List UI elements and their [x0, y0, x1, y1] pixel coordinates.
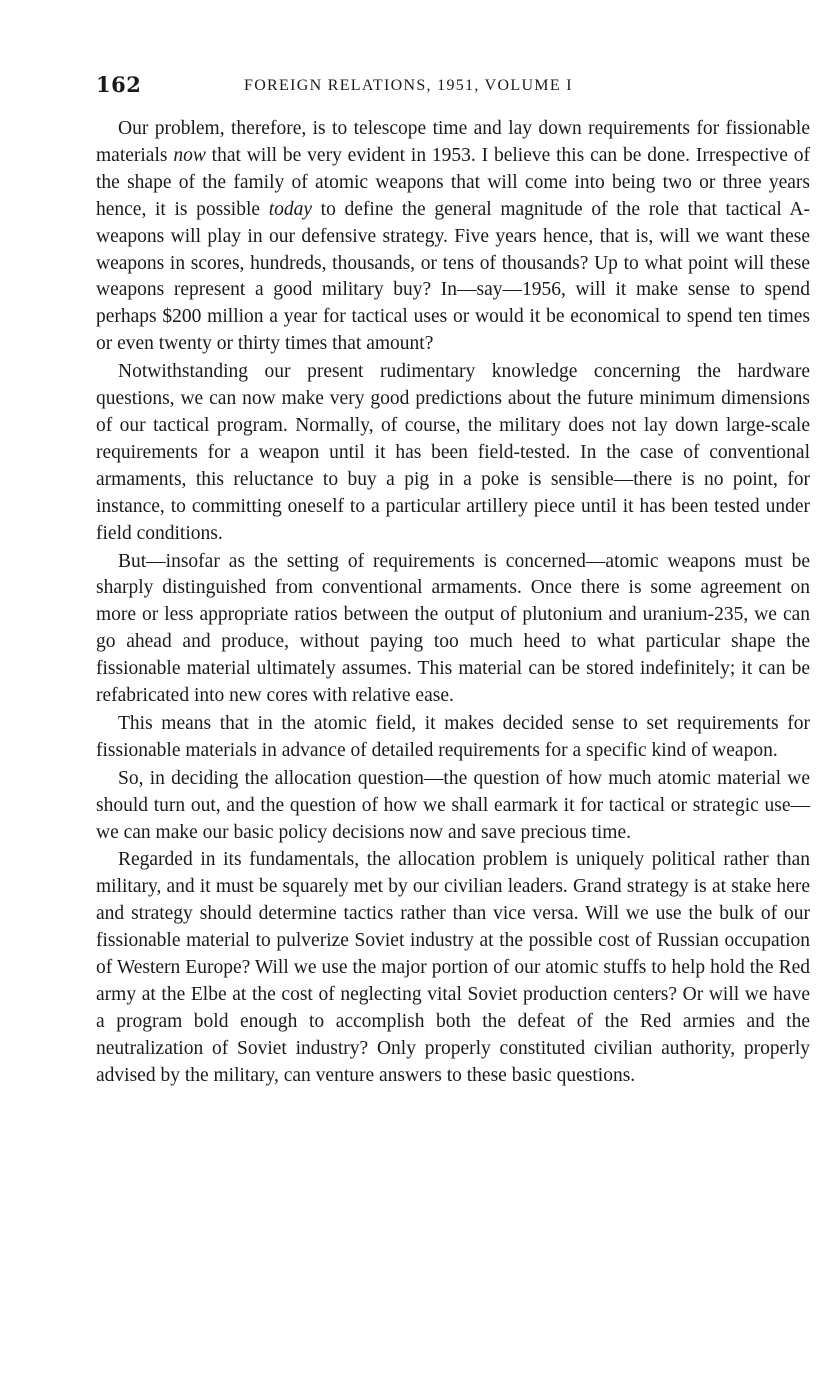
paragraph — [96, 847, 810, 1089]
paragraph-text: So, in deciding the allocation question—the question of how much atomic material we should turn out, and the question of how we shall earmark it for tactical or strategic use—we can make our basic policy decisions now and save precious time. — [96, 767, 810, 843]
italic-text: now — [173, 144, 206, 166]
paragraph — [96, 359, 810, 547]
paragraph — [96, 711, 810, 765]
paragraph-text: Our problem, therefore, is to telescope time and lay down requirements for fissionable materials — [96, 118, 810, 166]
paragraph-text: Regarded in its fundamentals, the allocation problem is uniquely political rather than military, and it must be squarely met by our civilian leaders. Grand strategy is at stake here and strategy should determine tactics rather than vice versa. Will we use the bulk of our fissionable material to pulverize Soviet industry at the possible cost of Russian occupation of Western Europe? Will we use the major portion of our atomic stuffs to help hold the Red army at the Elbe at the cost of neglecting vital Soviet production centers? Or will we have a program bold enough to accomplish both the defeat of the Red armies and the neutralization of Soviet industry? Only properly constituted civilian authority, properly advised by the military, can venture answers to these basic questions. — [96, 849, 810, 1086]
page-header — [96, 72, 806, 102]
paragraph-text: that will be very evident in 1953. I believe this can be done. Irrespective of the shape of the family of atomic weapons that will come into being two or three years hence, it is possible — [96, 144, 810, 220]
paragraph-text: Notwithstanding our present rudimentary knowledge concerning the hardware questions, we can now make very good predictions about the future minimum dimensions of our tactical program. Normally, of course, the military does not lay down large-scale requirements for a weapon until it has been field-tested. In the case of conventional armaments, this reluctance to buy a pig in a poke is sensible—there is no point, for instance, to committing oneself to a particular artillery piece until it has been tested under field conditions. — [96, 361, 810, 544]
paragraph — [96, 766, 810, 847]
paragraph — [96, 549, 810, 710]
page-number: 162 — [96, 72, 142, 97]
italic-text: today — [268, 198, 313, 220]
paragraph-text: to define the general magnitude of the role that tactical A-weapons will play in our defensive strategy. Five years hence, that is, will we want these weapons in scores, hundreds, thousands, or tens of thousands? Up to what point will these weapons represent a good military buy? In—say—1956, will it make sense to spend perhaps $200 million a year for tactical uses or would it be economical to spend ten times or even twenty or thirty times that amount? — [96, 198, 810, 355]
paragraph — [96, 116, 810, 358]
body-text — [96, 116, 810, 1090]
paragraph-text: But—insofar as the setting of requirements is concerned—atomic weapons must be sharply distinguished from conventional armaments. Once there is some agreement on more or less appropriate ratios between the output of plutonium and uranium-235, we can go ahead and produce, without paying too much heed to what particular shape the fissionable material ultimately assumes. This material can be stored indefinitely; it can be refabricated into new cores with relative ease. — [96, 550, 810, 707]
paragraph-text: This means that in the atomic field, it makes decided sense to set requirements for fissionable materials in advance of detailed requirements for a specific kind of weapon. — [96, 712, 810, 761]
running-head: FOREIGN RELATIONS, 1951, VOLUME I — [244, 77, 573, 94]
